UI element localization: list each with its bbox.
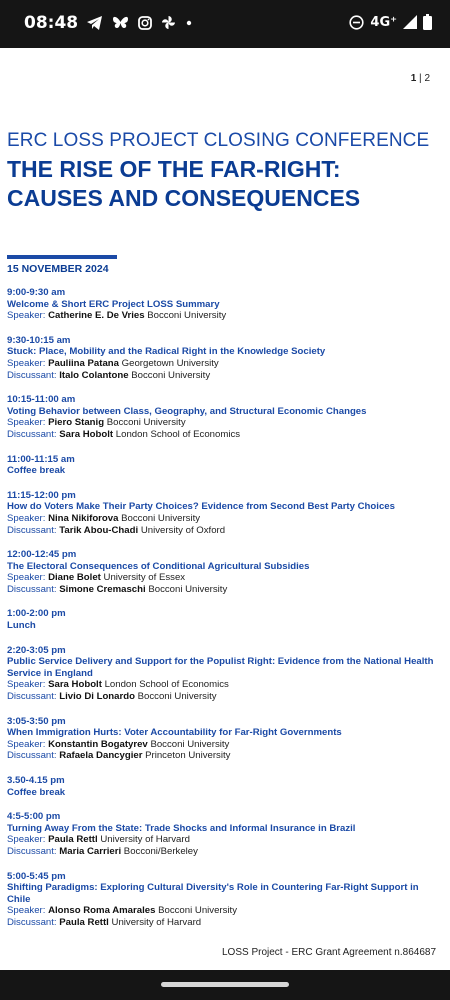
- session-time: 3.50-4.15 pm: [7, 775, 65, 786]
- schedule-session: [7, 454, 439, 477]
- person-role: Discussant:: [7, 691, 57, 703]
- person-role: Discussant:: [7, 524, 57, 536]
- person-role: Discussant:: [7, 369, 57, 381]
- session-person: [7, 917, 439, 929]
- schedule-session: [7, 871, 439, 929]
- gesture-handle[interactable]: [161, 982, 289, 987]
- person-role: Discussant:: [7, 845, 57, 857]
- person-affiliation: Princeton University: [145, 750, 231, 762]
- person-role: Discussant:: [7, 583, 57, 595]
- page-separator: |: [419, 73, 422, 84]
- person-affiliation: London School of Economics: [115, 428, 241, 440]
- divider-rule: [7, 255, 117, 259]
- session-title: When Immigration Hurts: Voter Accountability for Far-Right Governments: [7, 727, 342, 739]
- navigation-bar: [0, 970, 450, 1000]
- schedule-session: [7, 716, 439, 762]
- person-role: Discussant:: [7, 916, 57, 928]
- session-title: Public Service Delivery and Support for the Populist Right: Evidence from the National Health Service in England: [7, 656, 434, 679]
- person-affiliation: Bocconi University: [148, 583, 228, 595]
- person-role: Speaker:: [7, 512, 46, 524]
- person-role: Discussant:: [7, 750, 57, 762]
- person-affiliation: University of Harvard: [100, 834, 190, 846]
- session-person: [7, 572, 439, 584]
- do-not-disturb-icon: [349, 15, 364, 30]
- session-person: [7, 370, 439, 382]
- person-name: Tarik Abou-Chadi: [59, 524, 139, 536]
- session-time: 4:5-5:00 pm: [7, 811, 61, 823]
- schedule-session: [7, 775, 439, 798]
- person-affiliation: London School of Economics: [104, 679, 229, 691]
- document-title: [7, 155, 437, 213]
- person-name: Sara Hobolt: [48, 679, 102, 691]
- page-number: [411, 73, 430, 84]
- schedule-session: [7, 811, 439, 857]
- person-affiliation: Bocconi University: [137, 691, 217, 703]
- notification-icons: [87, 15, 193, 30]
- session-person: [7, 584, 439, 596]
- page-total: 2: [424, 73, 430, 84]
- schedule: [7, 287, 439, 942]
- person-name: Simone Cremaschi: [59, 583, 146, 595]
- person-role: Speaker:: [7, 572, 46, 584]
- conference-name: ERC LOSS PROJECT CLOSING CONFERENCE: [7, 130, 430, 151]
- person-role: Speaker:: [7, 834, 46, 846]
- page-current: 1: [410, 73, 417, 84]
- person-role: Speaker:: [7, 417, 46, 429]
- person-name: Alonso Roma Amarales: [48, 905, 156, 917]
- session-person: [7, 513, 439, 525]
- session-time: 1:00-2:00 pm: [7, 608, 66, 620]
- person-role: Speaker:: [7, 679, 46, 691]
- event-date: 15 NOVEMBER 2024: [7, 263, 109, 275]
- person-name: Rafaela Dancygier: [59, 750, 143, 762]
- session-time: 9:30-10:15 am: [7, 334, 71, 346]
- person-name: Pauliina Patana: [48, 357, 119, 369]
- person-name: Paula Rettl: [48, 834, 98, 846]
- person-affiliation: University of Harvard: [111, 916, 202, 928]
- session-time: 9:00-9:30 am: [7, 287, 66, 298]
- person-role: Speaker:: [7, 357, 46, 369]
- butterfly-icon: [112, 16, 129, 30]
- session-person: [7, 846, 439, 858]
- person-affiliation: Bocconi University: [106, 417, 186, 429]
- schedule-session: [7, 287, 439, 322]
- status-bar: [0, 0, 450, 48]
- person-affiliation: Bocconi University: [121, 512, 201, 524]
- session-person: [7, 905, 439, 917]
- person-affiliation: University of Essex: [103, 572, 186, 584]
- person-name: Livio Di Lonardo: [59, 691, 135, 703]
- person-name: Catherine E. De Vries: [48, 310, 145, 322]
- session-title: Turning Away From the State: Trade Shocks and Informal Insurance in Brazil: [7, 822, 356, 834]
- session-time: 3:05-3:50 pm: [7, 715, 66, 727]
- session-person: [7, 750, 439, 762]
- person-affiliation: Bocconi University: [147, 310, 227, 322]
- status-time: 08:48: [24, 13, 79, 33]
- person-name: Paula Rettl: [59, 916, 109, 928]
- dot-icon: [185, 19, 193, 27]
- session-person: [7, 834, 439, 846]
- session-person: [7, 691, 439, 703]
- session-time: 2:20-3:05 pm: [7, 644, 66, 656]
- session-title: How do Voters Make Their Party Choices? Evidence from Second Best Party Choices: [7, 501, 395, 513]
- session-title: Coffee break: [7, 465, 66, 477]
- network-type: 4G⁺: [370, 14, 397, 30]
- system-icons: [349, 14, 432, 30]
- session-title: Lunch: [7, 620, 36, 632]
- title-line-1: THE RISE OF THE FAR-RIGHT:: [7, 156, 341, 182]
- person-affiliation: Bocconi University: [158, 905, 238, 917]
- schedule-session: [7, 394, 439, 440]
- session-time: 5:00-5:45 pm: [7, 870, 66, 882]
- person-name: Sara Hobolt: [59, 428, 114, 440]
- person-role: Speaker:: [7, 905, 46, 917]
- session-person: [7, 358, 439, 370]
- instagram-icon: [138, 16, 152, 30]
- session-title: Voting Behavior between Class, Geography, and Structural Economic Changes: [7, 405, 367, 417]
- schedule-session: [7, 608, 439, 631]
- session-time: 10:15-11:00 am: [7, 394, 76, 406]
- title-line-2: CAUSES AND CONSEQUENCES: [7, 185, 361, 211]
- session-time: 11:15-12:00 pm: [7, 489, 76, 501]
- person-name: Italo Colantone: [59, 369, 129, 381]
- telegram-icon: [87, 16, 103, 30]
- person-role: Speaker:: [7, 738, 46, 750]
- session-person: [7, 739, 439, 751]
- person-affiliation: Bocconi/Berkeley: [123, 845, 198, 857]
- session-person: [7, 679, 439, 691]
- battery-icon: [423, 14, 432, 30]
- person-name: Konstantin Bogatyrev: [48, 738, 148, 750]
- session-person: [7, 429, 439, 441]
- person-affiliation: Bocconi University: [131, 369, 211, 381]
- session-title: Shifting Paradigms: Exploring Cultural Diversity's Role in Countering Far-Right Support in Chile: [7, 882, 419, 905]
- session-title: Stuck: Place, Mobility and the Radical Right in the Knowledge Society: [7, 346, 326, 358]
- schedule-session: [7, 335, 439, 381]
- signal-icon: [403, 15, 417, 29]
- session-time: 11:00-11:15 am: [7, 453, 75, 465]
- person-affiliation: University of Oxford: [140, 524, 226, 536]
- session-title: The Electoral Consequences of Conditional Agricultural Subsidies: [7, 560, 310, 572]
- person-name: Nina Nikiforova: [48, 512, 119, 524]
- person-role: Discussant:: [7, 428, 57, 440]
- session-time: 12:00-12:45 pm: [7, 549, 77, 561]
- person-name: Maria Carrieri: [59, 845, 122, 857]
- session-title: Welcome & Short ERC Project LOSS Summary: [7, 298, 220, 310]
- person-name: Diane Bolet: [48, 572, 101, 584]
- schedule-session: [7, 490, 439, 536]
- person-affiliation: Georgetown University: [121, 357, 219, 369]
- person-name: Piero Stanig: [48, 417, 105, 429]
- person-affiliation: Bocconi University: [150, 738, 230, 750]
- session-person: [7, 310, 439, 322]
- schedule-session: [7, 645, 439, 703]
- person-role: Speaker:: [7, 310, 46, 322]
- session-person: [7, 417, 439, 429]
- schedule-session: [7, 549, 439, 595]
- session-person: [7, 525, 439, 537]
- session-title: Coffee break: [7, 786, 66, 798]
- pinwheel-icon: [161, 15, 176, 30]
- footer-grant: LOSS Project - ERC Grant Agreement n.864687: [222, 947, 436, 958]
